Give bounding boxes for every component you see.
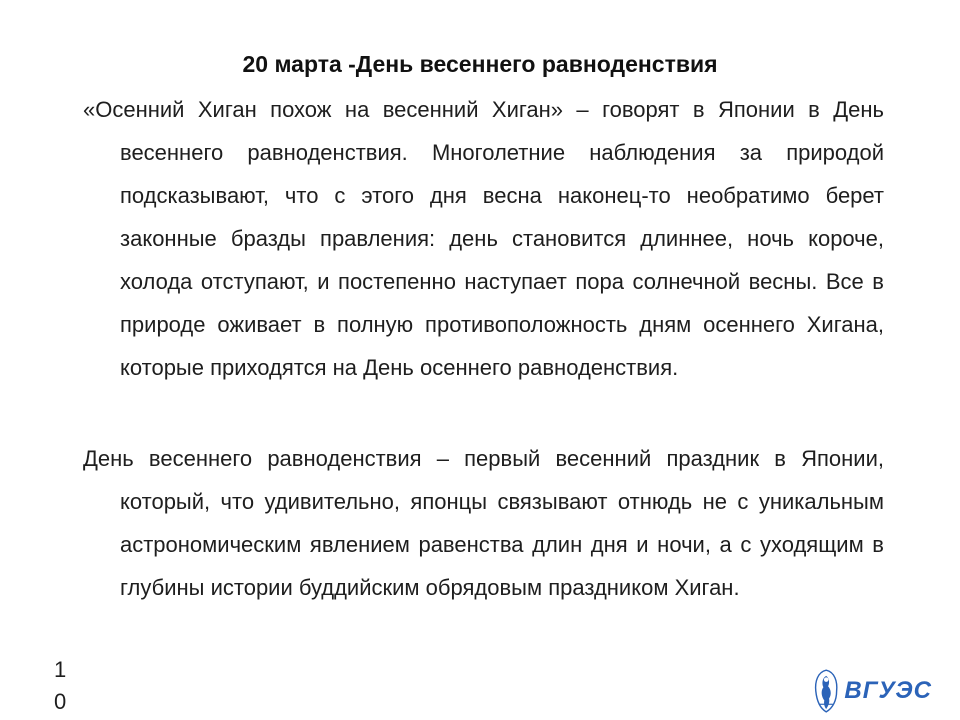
paragraph-1: «Осенний Хиган похож на весенний Хиган» – говорят в Японии в День весеннего равноденствия. Многолетние наблюдения за природой подсказывают, что с этого дня весна наконец-то необратимо берет законные бразды правления: день становится длиннее, ночь короче, холода отступают, и постепенно наступает пора солнечной весны. Все в природе оживает в полную противоположность дням осеннего Хигана, которые приходятся на День осеннего равноденствия.	[83, 97, 884, 380]
paragraph-2: День весеннего равноденствия – первый весенний праздник в Японии, который, что удивительно, японцы связывают отнюдь не с уникальным астрономическим явлением равенства длин дня и ночи, а с уходящим в глубины истории буддийским обрядовым праздником Хиган.	[83, 446, 884, 600]
logo-text: ВГУЭС	[844, 677, 932, 704]
slide-title: 20 марта -День весеннего равноденствия	[242, 51, 718, 77]
page-number: 10	[54, 657, 67, 714]
university-emblem-icon	[812, 667, 840, 715]
vguies-logo	[812, 666, 932, 716]
